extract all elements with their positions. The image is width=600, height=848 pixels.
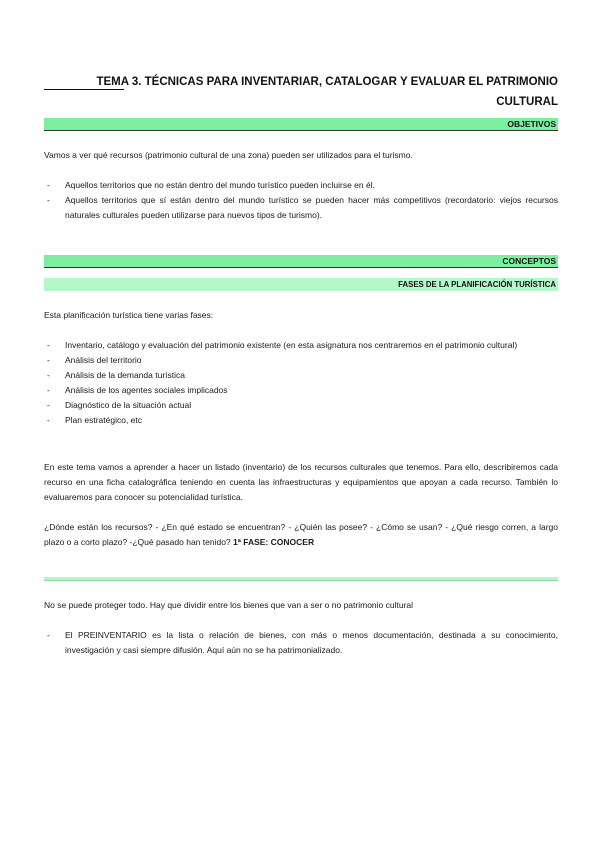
title-line-1: TEMA 3. TÉCNICAS PARA INVENTARIAR, CATALOGAR Y EVALUAR EL PATRIMONIO: [96, 76, 558, 88]
section-header-label: CONCEPTOS: [502, 256, 556, 266]
phase-label: 1ª FASE: CONOCER: [233, 537, 315, 547]
list-item: - El PREINVENTARIO es la lista o relación de bienes, con más o menos documentación, destinada a su conocimiento, investigación y casi siempre difusión. Aquí aún no se ha patrimonializado.: [44, 628, 558, 658]
subsection-header-label: FASES DE LA PLANIFICACIÓN TURÍSTICA: [398, 280, 556, 289]
list-item: - Inventario, catálogo y evaluación del patrimonio existente (en esta asignatura nos centraremos en el patrimonio cultural): [44, 338, 558, 353]
list-item: - Aquellos territorios que sí están dentro del mundo turístico se pueden hacer más competitivos (recordatorio: viejos recursos naturales culturales pueden utilizarse para nuevos tipos de turismo).: [44, 193, 558, 223]
preinventario-list: [44, 628, 558, 658]
list-item: - Análisis de los agentes sociales implicados: [44, 383, 558, 398]
list-item: - Plan estratégico, etc: [44, 413, 558, 428]
list-item: - Aquellos territorios que no están dentro del mundo turístico pueden incluirse en él.: [44, 178, 558, 193]
section-header-label: OBJETIVOS: [507, 119, 556, 129]
title-underline: [44, 89, 124, 90]
fases-list: [44, 338, 558, 428]
section-header-objetivos: [44, 118, 558, 131]
objetivos-intro: Vamos a ver qué recursos (patrimonio cultural de una zona) pueden ser utilizados para el turismo.: [44, 150, 413, 160]
section-divider: [44, 577, 558, 581]
title-line-2: CULTURAL: [496, 96, 558, 108]
subsection-header-fases: [44, 278, 558, 291]
list-item: - Análisis de la demanda turística: [44, 368, 558, 383]
questions-text: ¿Dónde están los recursos? - ¿En qué estado se encuentran? - ¿Quién las posee? - ¿Cómo se usan? - ¿Qué riesgo corren, a largo plazo o a corto plazo? -¿Qué pasado han tenido?: [44, 522, 558, 547]
conceptos-intro: Esta planificación turística tiene varias fases:: [44, 310, 214, 320]
list-item: - Análisis del territorio: [44, 353, 558, 368]
list-item: - Diagnóstico de la situación actual: [44, 398, 558, 413]
objetivos-list: [44, 178, 558, 223]
section-header-conceptos: [44, 255, 558, 268]
inventario-paragraph: En este tema vamos a aprender a hacer un listado (inventario) de los recursos culturales que tenemos. Para ello, describiremos cada recurso en una ficha catalográfica teniendo en cuenta las infraestructuras y equipamientos que apoyan a cada recurso. También lo evaluaremos para conocer su potencialidad turística.: [44, 462, 558, 502]
page-title: [44, 72, 558, 112]
preinventario-intro: No se puede proteger todo. Hay que dividir entre los bienes que van a ser o no patrimonio cultural: [44, 600, 414, 610]
questions-paragraph: [44, 520, 558, 550]
